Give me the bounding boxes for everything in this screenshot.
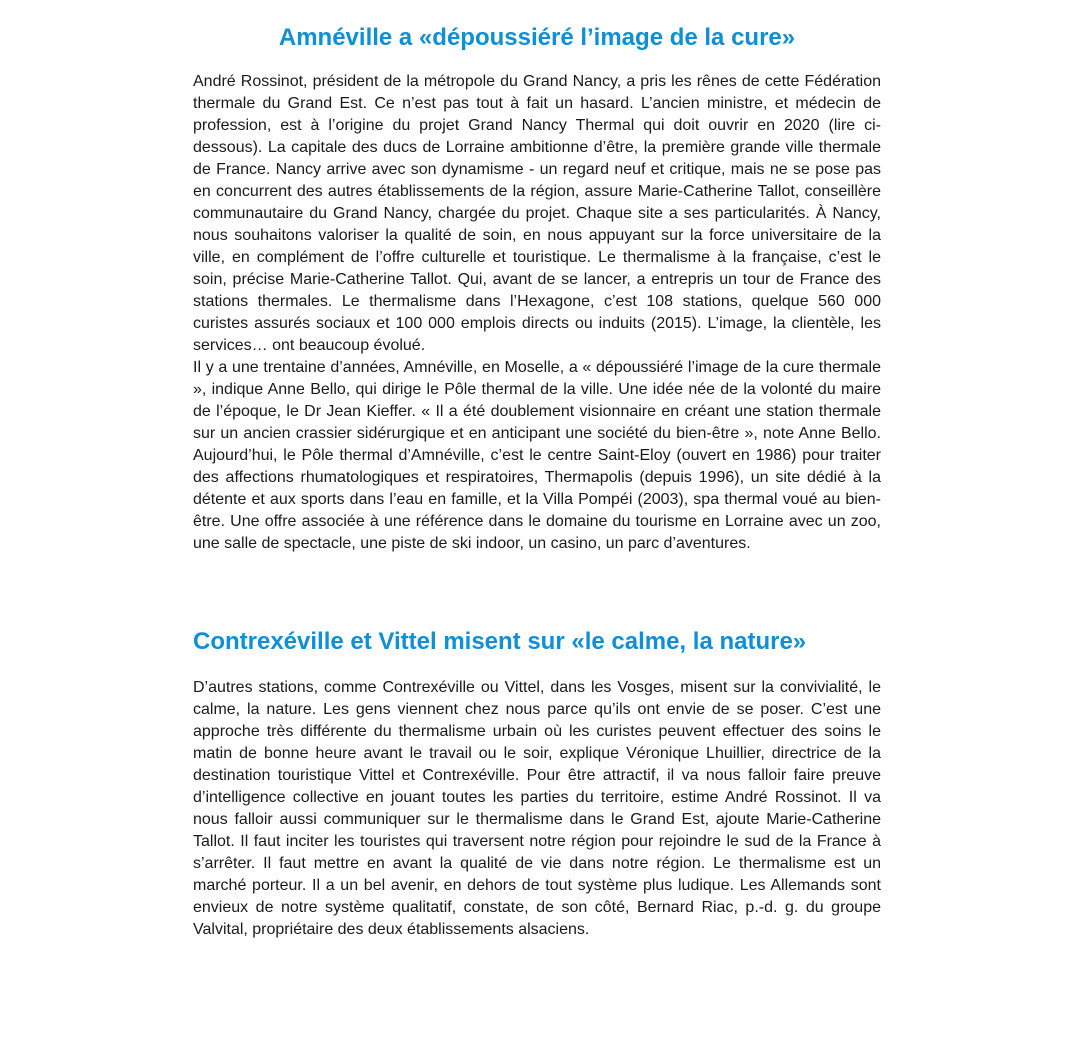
section-body-contrexeville-vittel xyxy=(193,677,881,941)
section-title-contrexeville-vittel: Contrexéville et Vittel misent sur «le calme, la nature» xyxy=(193,628,807,655)
paragraph: André Rossinot, président de la métropole du Grand Nancy, a pris les rênes de cette Fédération thermale du Grand Est. Ce n’est pas tout à fait un hasard. L’ancien ministre, et médecin de profession, est à l’origine du projet Grand Nancy Thermal qui doit ouvrir en 2020 (lire ci-dessous). La capitale des ducs de Lorraine ambitionne d’être, la première grande ville thermale de France. Nancy arrive avec son dynamisme - un regard neuf et critique, mais ne se pose pas en concurrent des autres établissements de la région, assure Marie-Catherine Tallot, conseillère communautaire du Grand Nancy, chargée du projet. Chaque site a ses particularités. À Nancy, nous souhaitons valoriser la qualité de soin, en nous appuyant sur la force universitaire de la ville, en complément de l’offre culturelle et touristique. Le thermalisme à la française, c’est le soin, précise Marie-Catherine Tallot. Qui, avant de se lancer, a entrepris un tour de France des stations thermales. Le thermalisme dans l’Hexagone, c’est 108 stations, quelque 560 000 curistes assurés sociaux et 100 000 emplois directs ou induits (2015). L’image, la clientèle, les services… ont beaucoup évolué. xyxy=(193,73,881,354)
section-title-amneville: Amnéville a «dépoussiéré l’image de la cure» xyxy=(278,24,796,51)
paragraph: Il y a une trentaine d’années, Amnéville, en Moselle, a « dépoussiéré l’image de la cure thermale », indique Anne Bello, qui dirige le Pôle thermal de la ville. Une idée née de la volonté du maire de l’époque, le Dr Jean Kieffer. « Il a été doublement visionnaire en créant une station thermale sur un ancien crassier sidérurgique et en anticipant une société du bien-être », note Anne Bello. Aujourd’hui, le Pôle thermal d’Amnéville, c’est le centre Saint-Eloy (ouvert en 1986) pour traiter des affections rhumatologiques et respiratoires, Thermapolis (depuis 1996), un site dédié à la détente et aux sports dans l’eau en famille, et la Villa Pompéi (2003), spa thermal voué au bien-être. Une offre associée à une référence dans le domaine du tourisme en Lorraine avec un zoo, une salle de spectacle, une piste de ski indoor, un casino, un parc d’aventures. xyxy=(193,359,881,552)
paragraph: D’autres stations, comme Contrexéville ou Vittel, dans les Vosges, misent sur la convivialité, le calme, la nature. Les gens viennent chez nous parce qu’ils ont envie de se poser. C’est une approche très différente du thermalisme urbain où les curistes peuvent effectuer des soins le matin de bonne heure avant le travail ou le soir, explique Véronique Lhuillier, directrice de la destination touristique Vittel et Contrexéville. Pour être attractif, il va nous falloir faire preuve d’intelligence collective en jouant toutes les parties du territoire, estime André Rossinot. Il va nous falloir aussi communiquer sur le thermalisme dans le Grand Est, ajoute Marie-Catherine Tallot. Il faut inciter les touristes qui traversent notre région pour rejoindre le sud de la France à s’arrêter. Il faut mettre en avant la qualité de vie dans notre région. Le thermalisme est un marché porteur. Il a un bel avenir, en dehors de tout système plus ludique. Les Allemands sont envieux de notre système qualitatif, constate, de son côté, Bernard Riac, p.-d. g. du groupe Valvital, propriétaire des deux établissements alsaciens. xyxy=(193,679,881,938)
section-body-amneville xyxy=(193,71,881,555)
